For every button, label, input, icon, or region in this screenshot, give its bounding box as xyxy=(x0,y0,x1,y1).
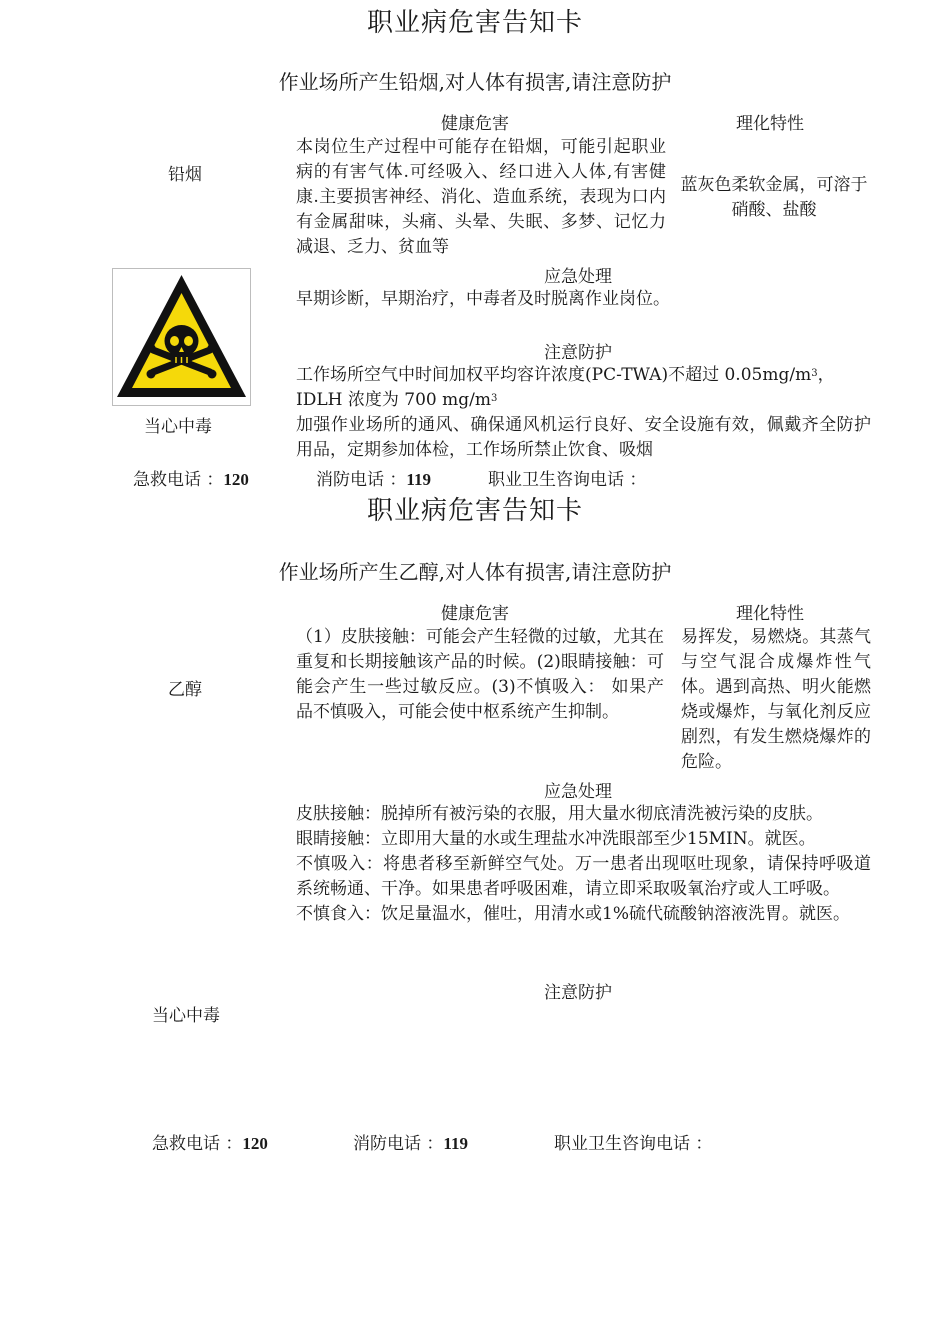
toxic-warning-sign xyxy=(112,268,251,406)
list-item: 皮肤接触：脱掉所有被污染的衣服，用大量水彻底清洗被污染的皮肤。 xyxy=(296,804,823,824)
card2-fire xyxy=(353,1129,468,1154)
card2-sign-label: 当心中毒 xyxy=(152,1006,220,1026)
card1-emergency-text: 早期诊断，早期治疗，中毒者及时脱离作业岗位。 xyxy=(296,289,670,309)
fire-label: 消防电话 ： xyxy=(316,470,407,490)
card2-health-header: 健康危害 xyxy=(441,604,509,624)
card1-subtitle: 作业场所产生铅烟,对人体有损害,请注意防护 xyxy=(278,70,672,94)
list-item: 眼睛接触：立即用大量的水或生理盐水冲洗眼部至少15MIN。就医。 xyxy=(296,829,816,849)
card1-emergency-header: 应急处理 xyxy=(544,267,612,287)
first-aid-label: 急救电话 ： xyxy=(152,1134,243,1154)
first-aid-label: 急救电话 ： xyxy=(133,470,224,490)
list-item: 不慎食入：饮足量温水，催吐，用清水或1%硫代硫酸钠溶液洗胃。就医。 xyxy=(296,904,850,924)
card1-consult-label: 职业卫生咨询电话 ： xyxy=(488,470,647,490)
card1-caution-text2: 加强作业场所的通风、确保通风机运行良好、安全设施有效，佩戴齐全防护用品，定期参加体检，工作场所禁止饮食、吸烟 xyxy=(296,415,871,460)
card1-health-header: 健康危害 xyxy=(441,114,509,134)
list-item: 不慎吸入：将患者移至新鲜空气处。万一患者出现呕吐现象，请保持呼吸道系统畅通、干净。如果患者呼吸困难，请立即采取吸氧治疗或人工呼吸。 xyxy=(296,854,871,899)
card2-first-aid xyxy=(152,1129,268,1154)
card2-props-header: 理化特性 xyxy=(736,604,804,624)
card2-props-text: 易挥发，易燃烧。其蒸气与空气混合成爆炸性气体。遇到高热、明火能燃烧或爆炸，与氧化剂反应剧烈，有发生燃烧爆炸的危险。 xyxy=(681,627,871,772)
card1-title: 职业病危害告知卡 xyxy=(366,8,583,38)
card2-title: 职业病危害告知卡 xyxy=(366,496,583,526)
card1-props-text: 蓝灰色柔软金属，可溶于硝酸、盐酸 xyxy=(680,175,868,220)
card1-fire xyxy=(316,465,431,490)
card2-emergency-list xyxy=(296,802,871,927)
card2-caution-header: 注意防护 xyxy=(544,983,612,1003)
card1-caution-header: 注意防护 xyxy=(544,343,612,363)
card1-sign-label: 当心中毒 xyxy=(144,417,212,437)
card2-consult-label: 职业卫生咨询电话 ： xyxy=(554,1134,713,1154)
first-aid-number: 120 xyxy=(242,1134,268,1153)
fire-number: 119 xyxy=(406,470,431,489)
card1-health-text: 本岗位生产过程中可能存在铅烟，可能引起职业病的有害气体.可经吸入、经口进入人体,有害健康.主要损害神经、消化、造血系统，表现为口内有金属甜味，头痛、头晕、失眠、多梦、记忆力减退、乏力、贫血等 xyxy=(296,137,666,257)
fire-label: 消防电话 ： xyxy=(353,1134,444,1154)
card2-substance: 乙醇 xyxy=(168,680,202,700)
card2-health-text: （1）皮肤接触：可能会产生轻微的过敏，尤其在重复和长期接触该产品的时候。(2)眼睛接触：可能会产生一些过敏反应。(3)不慎吸入： 如果产品不慎吸入，可能会使中枢系统产生抑制。 xyxy=(296,627,664,722)
card1-substance: 铅烟 xyxy=(168,165,202,185)
toxic-skull-warning-icon xyxy=(113,269,250,405)
first-aid-number: 120 xyxy=(223,470,249,489)
card1-caution-line2: IDLH 浓度为 700 $mg/m^3$ xyxy=(296,390,498,410)
fire-number: 119 xyxy=(443,1134,468,1153)
card1-first-aid xyxy=(133,465,249,490)
card2-subtitle: 作业场所产生乙醇,对人体有损害,请注意防护 xyxy=(278,560,672,584)
card1-caution-line1: 工作场所空气中时间加权平均容许浓度(PC-TWA)不超过 $0.05mg/m^3$， xyxy=(296,365,835,385)
card1-props-header: 理化特性 xyxy=(736,114,804,134)
card2-emergency-header: 应急处理 xyxy=(544,782,612,802)
